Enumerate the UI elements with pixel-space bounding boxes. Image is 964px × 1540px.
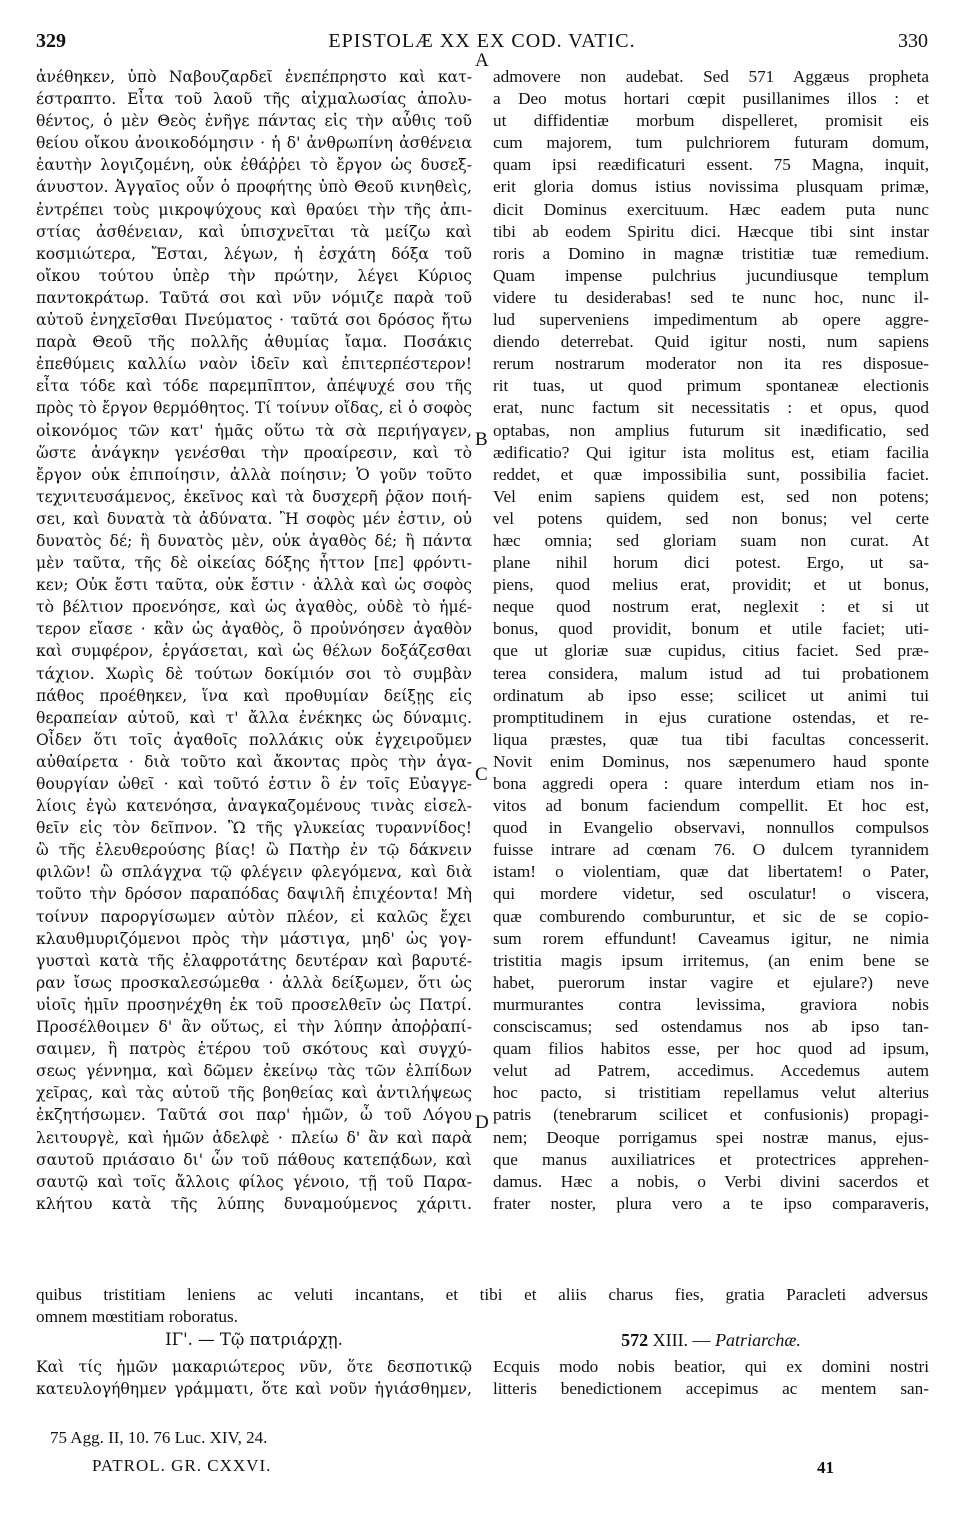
latin-text-line: tristitia magis ipsum irritemus, (an enim bene se xyxy=(493,950,929,970)
section-marker-c: C xyxy=(475,764,488,785)
latin-text-line: dicit Dominus exercituum. Hæc eadem puta nunc xyxy=(493,199,929,219)
greek-text-line: τοίνυν παροργίσωμεν αὐτὸν πλέον, εἰ καλῶς ἔχει xyxy=(36,907,472,926)
latin-text-line: rit tuas, ut quod primum spontaneæ electionis xyxy=(493,376,929,396)
latin-text-line: quæ comburendo comburuntur, et sic de se copio- xyxy=(493,906,929,926)
greek-text-line: ἔργον οὐκ ἐπιποίησιν, ἀλλὰ ποίησιν; Ὁ γοῦν τοῦτο xyxy=(36,465,472,484)
latin-text-line: habet, puerorum instar vagire et ejulare?) neve xyxy=(493,972,929,992)
greek-text-line: κοσμιώτερα, Ἔσται, λέγων, ἡ ἐσχάτη δόξα τοῦ xyxy=(36,244,472,263)
patrologia-volume: PATROL. GR. CXXVI. xyxy=(92,1456,272,1475)
greek-column xyxy=(36,66,472,1215)
greek-text-line: οἴκου τούτου ὑπὲρ τὴν πρώτην, λέγει Κύριος xyxy=(36,266,472,285)
greek-text-line: θείου οἴκου ἀνοικοδόμησιν · ἡ δ' ἀνθρωπίνη ἀσθένεια xyxy=(36,134,472,153)
greek-text-line: σει, καὶ δυνατὰ τὰ ἀδύνατα. Ἢ σοφὸς μέν ἐστιν, οὐ xyxy=(36,509,472,528)
greek-text-line: στίας ἀσθένειαν, καὶ ὑπισχνεῖται τὰ μείζω καὶ xyxy=(36,222,472,241)
latin-section-addressee: Patriarchæ. xyxy=(715,1330,801,1350)
latin-text-line: liqua præstes, quæ tua tibi facultas concesserit. xyxy=(493,729,929,749)
latin-text-line: a Deo motus hortari cœpit pusillanimes illos : et xyxy=(493,89,929,109)
greek-text-line: τάχιον. Χωρὶς δὲ τούτων δοκίμιόν σοι τὸ συμβὰν xyxy=(36,664,472,683)
greek-text-line: παντοκράτωρ. Ταῦτά σοι καὶ νῦν νόμιζε παρὰ τοῦ xyxy=(36,288,472,307)
latin-text-line: qui mordere videtur, sed osculatur! o viscera, xyxy=(493,884,929,904)
greek-text-line: ἑαυτὴν λογιζομένη, οὐκ ἐθάῤῥει τὸ ἔργον ὡς δυσεξ- xyxy=(36,156,472,175)
latin-text-line: Novit enim Dominus, nos sæpenumero haud sponte xyxy=(493,751,929,771)
greek-section-text xyxy=(36,1356,472,1400)
greek-text-line: χεῖρας, καὶ τὰς αὐτοῦ τῆς βοηθείας καὶ ἀντιλήψεως xyxy=(36,1084,472,1103)
greek-text-line: ἐντρέπει τοὺς μικροψύχους καὶ θραύει τὴν τῆς ἀπι- xyxy=(36,200,472,219)
latin-text-line: que manus auxiliatrices et protectrices apprehen- xyxy=(493,1149,929,1169)
greek-text-line: ἀνέθηκεν, ὑπὸ Ναβουζαρδεῖ ἐνεπέπρηστο καὶ κατ- xyxy=(36,68,472,86)
section-marker-d: D xyxy=(475,1112,489,1133)
latin-text-line: Quam impense pulchrius jucundiusque templum xyxy=(493,265,929,285)
latin-text-line: hæc omnia; sed gloriam suam non curat. At xyxy=(493,530,929,550)
greek-text-line: κεν; Οὐκ ἔστι ταῦτα, οὐκ ἔστιν · ἀλλὰ καὶ ὡς σοφὸς xyxy=(36,576,472,595)
greek-text-line: πρὸς τὸ ἔργον θερμόθητος. Τί τοίνυν οἴδας, εἰ ὁ σοφὸς xyxy=(36,399,472,418)
greek-text-line: λειτουργὲ, καὶ ἡμῶν ἀδελφὲ · πλείω δ' ἂν καὶ παρὰ xyxy=(36,1128,472,1147)
latin-text-line: Vel enim sapiens quidem est, sed non potens; xyxy=(493,486,929,506)
greek-text-line: σεως γέννημα, καὶ δῶμεν ἐκείνῳ τὰς τῶν ἐλπίδων xyxy=(36,1062,472,1081)
latin-text-line: diendo deterrebat. Quid igitur nosti, num sapiens xyxy=(493,332,929,352)
latin-text-line: admovere non audebat. Sed 571 Aggæus propheta xyxy=(493,67,929,86)
latin-text-line: optabas, non amplius futurum sit inædificatio, sed xyxy=(493,420,929,440)
latin-text-line: ædificatio? Qui igitur ista molitus est, etiam facilia xyxy=(493,442,929,462)
latin-text-line: erat, nunc factum sit necessitatis : et opus, quod xyxy=(493,398,929,418)
greek-text-line: καὶ συμφέρον, ἐργάσεται, καὶ ὡς θέλων δοξάζεσθαι xyxy=(36,642,472,661)
latin-column xyxy=(493,66,929,1215)
greek-section-line: κατευλογήθημεν γράμματι, ὅτε καὶ νοῦν ἡγιάσθημεν, xyxy=(36,1380,472,1399)
closing-line: quibus tristitiam leniens ac veluti incantans, et tibi et aliis charus fies, gratia Paracleti adversus xyxy=(36,1285,928,1304)
latin-text-line: sum rorem effundunt! Caveamus igitur, ne nimia xyxy=(493,928,929,948)
latin-text-line: rerum nostrarum moderator non ita res disposue- xyxy=(493,354,929,374)
signature-mark: 41 xyxy=(817,1458,834,1477)
right-page-number: 330 xyxy=(898,30,928,52)
greek-section-heading: ΙΓ'. — Τῷ πατριάρχῃ. xyxy=(165,1330,343,1349)
greek-text-line: οἰκονόμος τῶν κατ' ἡμᾶς οὕτω τὰ σὰ περιήγαγεν, xyxy=(36,421,472,440)
greek-text-line: εἶτα τόδε καὶ τόδε παρεμπῖπτον, ἀπέψυχέ σου τῆς xyxy=(36,377,472,396)
latin-text-line: nem; Deoque porrigamus spei nostræ manus, ejus- xyxy=(493,1127,929,1147)
greek-text-line: σαυτῷ καὶ τοῖς ἄλλοις φίλος γένοιο, τῇ τοῦ Παρα- xyxy=(36,1172,472,1191)
greek-text-line: αὐτοῦ ἐνηχεῖσθαι Πνεύματος · ταῦτά σοι δρόσος ἤτω xyxy=(36,311,472,330)
greek-text-line: έστραπτο. Εἶτα τοῦ λαοῦ τῆς αἰχμαλωσίας ἀπολυ- xyxy=(36,90,472,109)
latin-section-line: Ecquis modo nobis beatior, qui ex domini nostri xyxy=(493,1357,929,1376)
latin-text-line: ordinatum ab ipso esse; scilicet ut animi tui xyxy=(493,685,929,705)
greek-text-line: κλήτου κατὰ τῆς λύπης δυναμούμενος χάριτι. xyxy=(36,1194,472,1213)
greek-text-line: θέντος, ὁ μὲν Θεὸς ἐνῆγε πάντας εἰς τὴν αὖθις τοῦ xyxy=(36,112,472,131)
greek-text-line: φιλῶν! ὢ σπλάγχνα τῷ φλέγειν φλεγόμενα, καὶ διὰ xyxy=(36,863,472,882)
greek-text-line: υἱοῖς ἡμῖν προσηνέχθη ἐκ τοῦ προσελθεῖν ὡς Πατρί. xyxy=(36,995,472,1014)
latin-text-line: promptitudinem in ejus curatione ostendas, et re- xyxy=(493,707,929,727)
latin-text-line: videre tu desiderabas! sed te nunc hoc, nunc il- xyxy=(493,287,929,307)
greek-text-line: δυνατὸς δέ; ἢ δυνατὸς μὲν, οὐκ ἀγαθὸς δέ; ἢ πάντα xyxy=(36,531,472,550)
greek-text-line: σαιμεν, ἢ πατρὸς ἑτέρου τοῦ σκότους καὶ συγχύ- xyxy=(36,1040,472,1059)
greek-text-line: τοῦτο τὴν δρόσον παραπόδας δαψιλῆ ἐπιχέοντα! Μὴ xyxy=(36,885,472,904)
latin-text-line: bona aggredi opera : quare interdum etiam nos in- xyxy=(493,774,929,793)
greek-text-line: τεχνιτευσάμενος, ἐκεῖνος καὶ τὰ δυσχερῆ ῥᾷον ποιή- xyxy=(36,487,472,506)
latin-text-line: lud superveniens impedimentum ab opere aggre- xyxy=(493,310,929,330)
greek-text-line: ἐπεθύμεις καλλίω ναὸν ἰδεῖν καὶ ἐπιτερπέστερον! xyxy=(36,355,472,374)
latin-text-line: plane nihil horum dici potest. Ergo, ut sa- xyxy=(493,553,929,573)
latin-section-number: 572 xyxy=(621,1330,649,1350)
latin-section-heading xyxy=(493,1330,929,1351)
latin-text-line: quam ipsi reædificaturi essent. 75 Magna, inquit, xyxy=(493,155,929,175)
greek-text-line: ραν ἴσως προσκαλεσώμεθα · ἀλλὰ δείξωμεν, ὅτι ὡς xyxy=(36,973,472,992)
footnote-references: 75 Agg. II, 10. 76 Luc. XIV, 24. xyxy=(50,1428,268,1447)
greek-text-line: σαυτοῦ πριάσαιο δι' ὧν τοῦ πάθους κατεπᾴδων, καὶ xyxy=(36,1150,472,1169)
latin-text-line: hoc pacto, si tristitiam repellamus velut alterius xyxy=(493,1083,929,1103)
full-width-closing xyxy=(36,1284,928,1328)
greek-text-line: κλαυθμυριζόμενοι πρὸς τὴν μάστιγα, μηδ' ὡς γογ- xyxy=(36,929,472,948)
greek-text-line: Οἶδεν ὅτι τοῖς ἀγαθοῖς πολλάκις οὐκ ἐγχειροῦμεν xyxy=(36,730,472,749)
greek-text-line: τὸ βέλτιον προενόησε, καὶ ὡς ἀγαθὸς, οὐδὲ τὸ ἡμέ- xyxy=(36,598,472,617)
latin-text-line: reddet, et quæ impossibilia sunt, possibilia faciet. xyxy=(493,464,929,484)
running-title: EPISTOLÆ XX EX COD. VATIC. xyxy=(328,30,636,52)
latin-text-line: vel potens quidem, sed non bonus; vel certe xyxy=(493,508,929,528)
greek-text-line: γυσταὶ κατὰ τῆς ἐλαφροτάτης δευτέραν καὶ βαρυτέ- xyxy=(36,951,472,970)
greek-text-line: πάθος προέθηκεν, ἵνα καὶ προθυμίαν δείξῃς εἰς xyxy=(36,686,472,705)
left-page-number: 329 xyxy=(36,30,66,52)
latin-text-line: vitos ad bonum faciendum compellit. Et hoc est, xyxy=(493,796,929,816)
latin-text-line: quam filios habitos esse, per hoc quod ad ipsum, xyxy=(493,1039,929,1059)
greek-text-line: αὐθαίρετα · διὰ τοῦτο καὶ ἄκοντας πρὸς τὴν ἀγα- xyxy=(36,752,472,771)
latin-text-line: quod in Evangelio observavi, nonnullos compulsos xyxy=(493,818,929,838)
latin-text-line: consciscamus; sed ostendamus nos ab ipso tan- xyxy=(493,1017,929,1037)
greek-text-line: ὢ τῆς ἐλευθερούσης βίας! ὢ Πατὴρ ἐν τῷ δάκνειν xyxy=(36,841,472,860)
greek-text-line: ὥστε ἀνάγκην γενέσθαι τὴν προαίρεσιν, καὶ τὸ xyxy=(36,443,472,462)
greek-text-line: μὲν ταῦτα, τῆς δὲ οἰκείας δόξης ἧττον [πε] φρόντι- xyxy=(36,554,472,573)
greek-text-line: άνυστον. Ἀγγαῖος οὖν ὁ προφήτης ὑπὸ Θεοῦ κινηθεὶς, xyxy=(36,178,472,197)
latin-text-line: cum majorem, tum pulchriorem futuram domum, xyxy=(493,133,929,153)
latin-text-line: istam! o violentiam, quæ dat libertatem! o Pater, xyxy=(493,862,929,882)
greek-text-line: λίοις ἐγὼ κατενόησα, ἀναγκαζομένους τινὰς εἰσελ- xyxy=(36,797,472,816)
greek-text-line: θουργίαν ὠθεῖ · καὶ τοῦτό ἐστιν ὃ ἐν τοῖς Εὐαγγε- xyxy=(36,775,472,793)
latin-text-line: piens, quod melius erat, providit; et ut bonus, xyxy=(493,575,929,595)
latin-section-line: litteris benedictionem accepimus ac mentem san- xyxy=(493,1379,929,1399)
latin-text-line: terea considera, malum istud ad tui probationem xyxy=(493,663,929,683)
greek-text-line: θεῖν εἰς τὸν δεῖπνον. Ὢ τῆς γλυκείας τυραννίδος! xyxy=(36,819,472,838)
latin-text-line: murmurantes contra levissima, graviora nobis xyxy=(493,994,929,1014)
greek-text-line: ἐκζητήσωμεν. Ταῦτά σοι παρ' ἡμῶν, ὦ τοῦ Λόγου xyxy=(36,1106,472,1125)
latin-section-text xyxy=(493,1356,929,1400)
section-marker-a: A xyxy=(475,50,489,71)
latin-text-line: bonus, quod providit, bonum et utile faciet; uti- xyxy=(493,619,929,639)
greek-text-line: τερον εἴασε · κἂν ὡς ἀγαθὸς, ὃ προὐνόησεν ἀγαθὸν xyxy=(36,620,472,639)
greek-text-line: παρὰ Θεοῦ τῆς πολλῆς ἀθυμίας ἴαμα. Ποσάκις xyxy=(36,333,472,352)
latin-text-line: damus. Hæc a nobis, o Verbi divini sacerdos et xyxy=(493,1171,929,1191)
greek-text-line: Προσέλθοιμεν δ' ἂν οὕτως, εἰ τὴν λύπην ἀποῤῥαπί- xyxy=(36,1018,472,1037)
latin-text-line: frater noster, plura vero a te ipso comparaveris, xyxy=(493,1193,929,1213)
greek-text-line: θεραπείαν αὐτοῦ, καὶ τ' ἄλλα ἐνέκηκς ὡς δύναμις. xyxy=(36,708,472,727)
closing-line: omnem mœstitiam roboratus. xyxy=(36,1307,238,1327)
latin-text-line: que ut gloriæ suæ cupidus, citius faciet. Sed præ- xyxy=(493,641,929,661)
latin-text-line: neque quod nostrum erat, neglexit : et si ut xyxy=(493,597,929,617)
latin-section-roman: XIII. — xyxy=(652,1330,711,1350)
latin-text-line: velut ad Patrem, accedimus. Accedemus autem xyxy=(493,1061,929,1081)
latin-text-line: fuisse intrare ad cœnam 76. O dulcem tyrannidem xyxy=(493,840,929,860)
latin-text-line: ut diffidentiæ morbum dispelleret, promisit eis xyxy=(493,111,929,131)
latin-text-line: roris a Domino in magnæ tristitiæ tuæ remedium. xyxy=(493,243,929,263)
greek-section-line: Καὶ τίς ἡμῶν μακαριώτερος νῦν, ὅτε δεσποτικῷ xyxy=(36,1358,472,1376)
latin-text-line: tibi ab eodem Spiritu dici. Hæcque tibi sint instar xyxy=(493,221,929,241)
section-marker-b: B xyxy=(475,429,488,450)
latin-text-line: erit gloria domus istius novissima plusquam primæ, xyxy=(493,177,929,197)
latin-text-line: patris (tenebrarum scilicet et confusionis) propagi- xyxy=(493,1105,929,1125)
